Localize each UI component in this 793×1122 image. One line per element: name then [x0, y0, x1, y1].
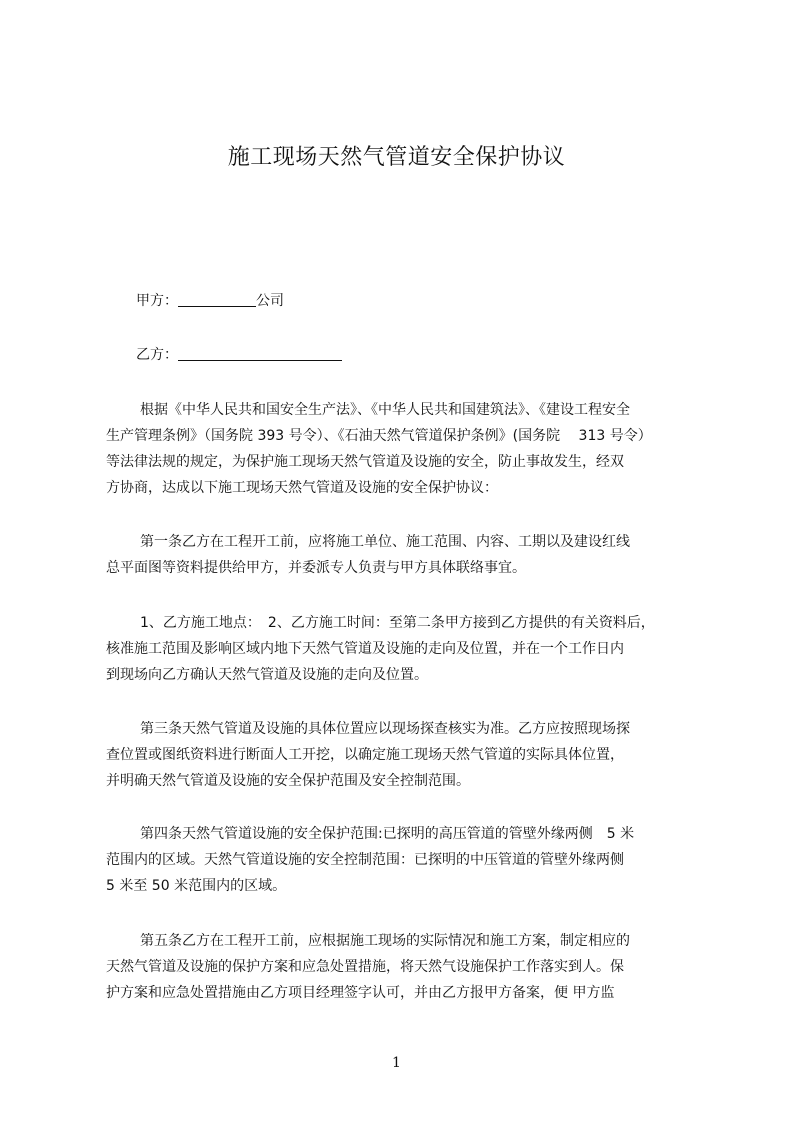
paragraph-line: 第五条乙方在工程开工前，应根据施工现场的实际情况和施工方案，制定相应的 [140, 933, 630, 949]
paragraph-article-4 [106, 821, 702, 899]
paragraph-article-3 [106, 716, 702, 794]
paragraph-legal-basis [106, 397, 702, 501]
paragraph-article-1 [106, 529, 702, 581]
paragraph-line: 第四条天然气管道设施的安全保护范围:已探明的高压管道的管壁外缘两侧 5 米 [140, 826, 635, 842]
paragraph-line: 核准施工范围及影响区域内地下天然气管道及设施的走向及位置，并在一个工作日内 [106, 641, 624, 657]
paragraph-line: 范围内的区域。天然气管道设施的安全控制范围：已探明的中压管道的管壁外缘两侧 [106, 852, 624, 868]
paragraph-line: 生产管理条例》（国务院 393 号令）、《石油天然气管道保护条例》(国务院 313 号令） [106, 428, 652, 444]
party-a-suffix: 公司 [256, 293, 284, 309]
paragraph-line: 查位置或图纸资料进行断面人工开挖，以确定施工现场天然气管道的实际具体位置， [106, 747, 624, 763]
document-title: 施工现场天然气管道安全保护协议 [227, 145, 566, 170]
paragraph-article-5 [106, 928, 702, 1006]
paragraph-line: 根据《中华人民共和国安全生产法》、《中华人民共和国建筑法》、《建设工程安全 [140, 402, 630, 418]
party-a-blank[interactable] [178, 292, 256, 307]
paragraph-line: 到现场向乙方确认天然气管道及设施的走向及位置。 [106, 667, 428, 683]
paragraph-line: 第三条天然气管道及设施的具体位置应以现场探查核实为准。乙方应按照现场探 [140, 721, 630, 737]
paragraph-line: 1、乙方施工地点： 2、乙方施工时间：至第二条甲方接到乙方提供的有关资料后， [140, 615, 655, 631]
paragraph-line: 等法律法规的规定，为保护施工现场天然气管道及设施的安全，防止事故发生，经双 [106, 454, 624, 470]
paragraph-line: 总平面图等资料提供给甲方，并委派专人负责与甲方具体联络事宜。 [106, 560, 526, 576]
paragraph-article-2 [106, 610, 702, 688]
paragraph-line: 天然气管道及设施的保护方案和应急处置措施，将天然气设施保护工作落实到人。保 [106, 959, 624, 975]
party-b-blank[interactable] [178, 346, 342, 361]
paragraph-line: 护方案和应急处置措施由乙方项目经理签字认可，并由乙方报甲方备案，便 甲方监 [106, 985, 615, 1001]
party-b-line [136, 345, 342, 365]
party-a-line [136, 291, 284, 311]
party-b-label: 乙方： [136, 347, 178, 363]
paragraph-line: 方协商，达成以下施工现场天然气管道及设施的安全保护协议： [106, 480, 498, 496]
paragraph-line: 并明确天然气管道及设施的安全保护范围及安全控制范围。 [106, 773, 470, 789]
paragraph-line: 5 米至 50 米范围内的区域。 [106, 878, 287, 894]
paragraph-line: 第一条乙方在工程开工前，应将施工单位、施工范围、内容、工期以及建设红线 [140, 534, 630, 550]
party-a-label: 甲方： [136, 293, 178, 309]
page-number: 1 [392, 1055, 401, 1071]
